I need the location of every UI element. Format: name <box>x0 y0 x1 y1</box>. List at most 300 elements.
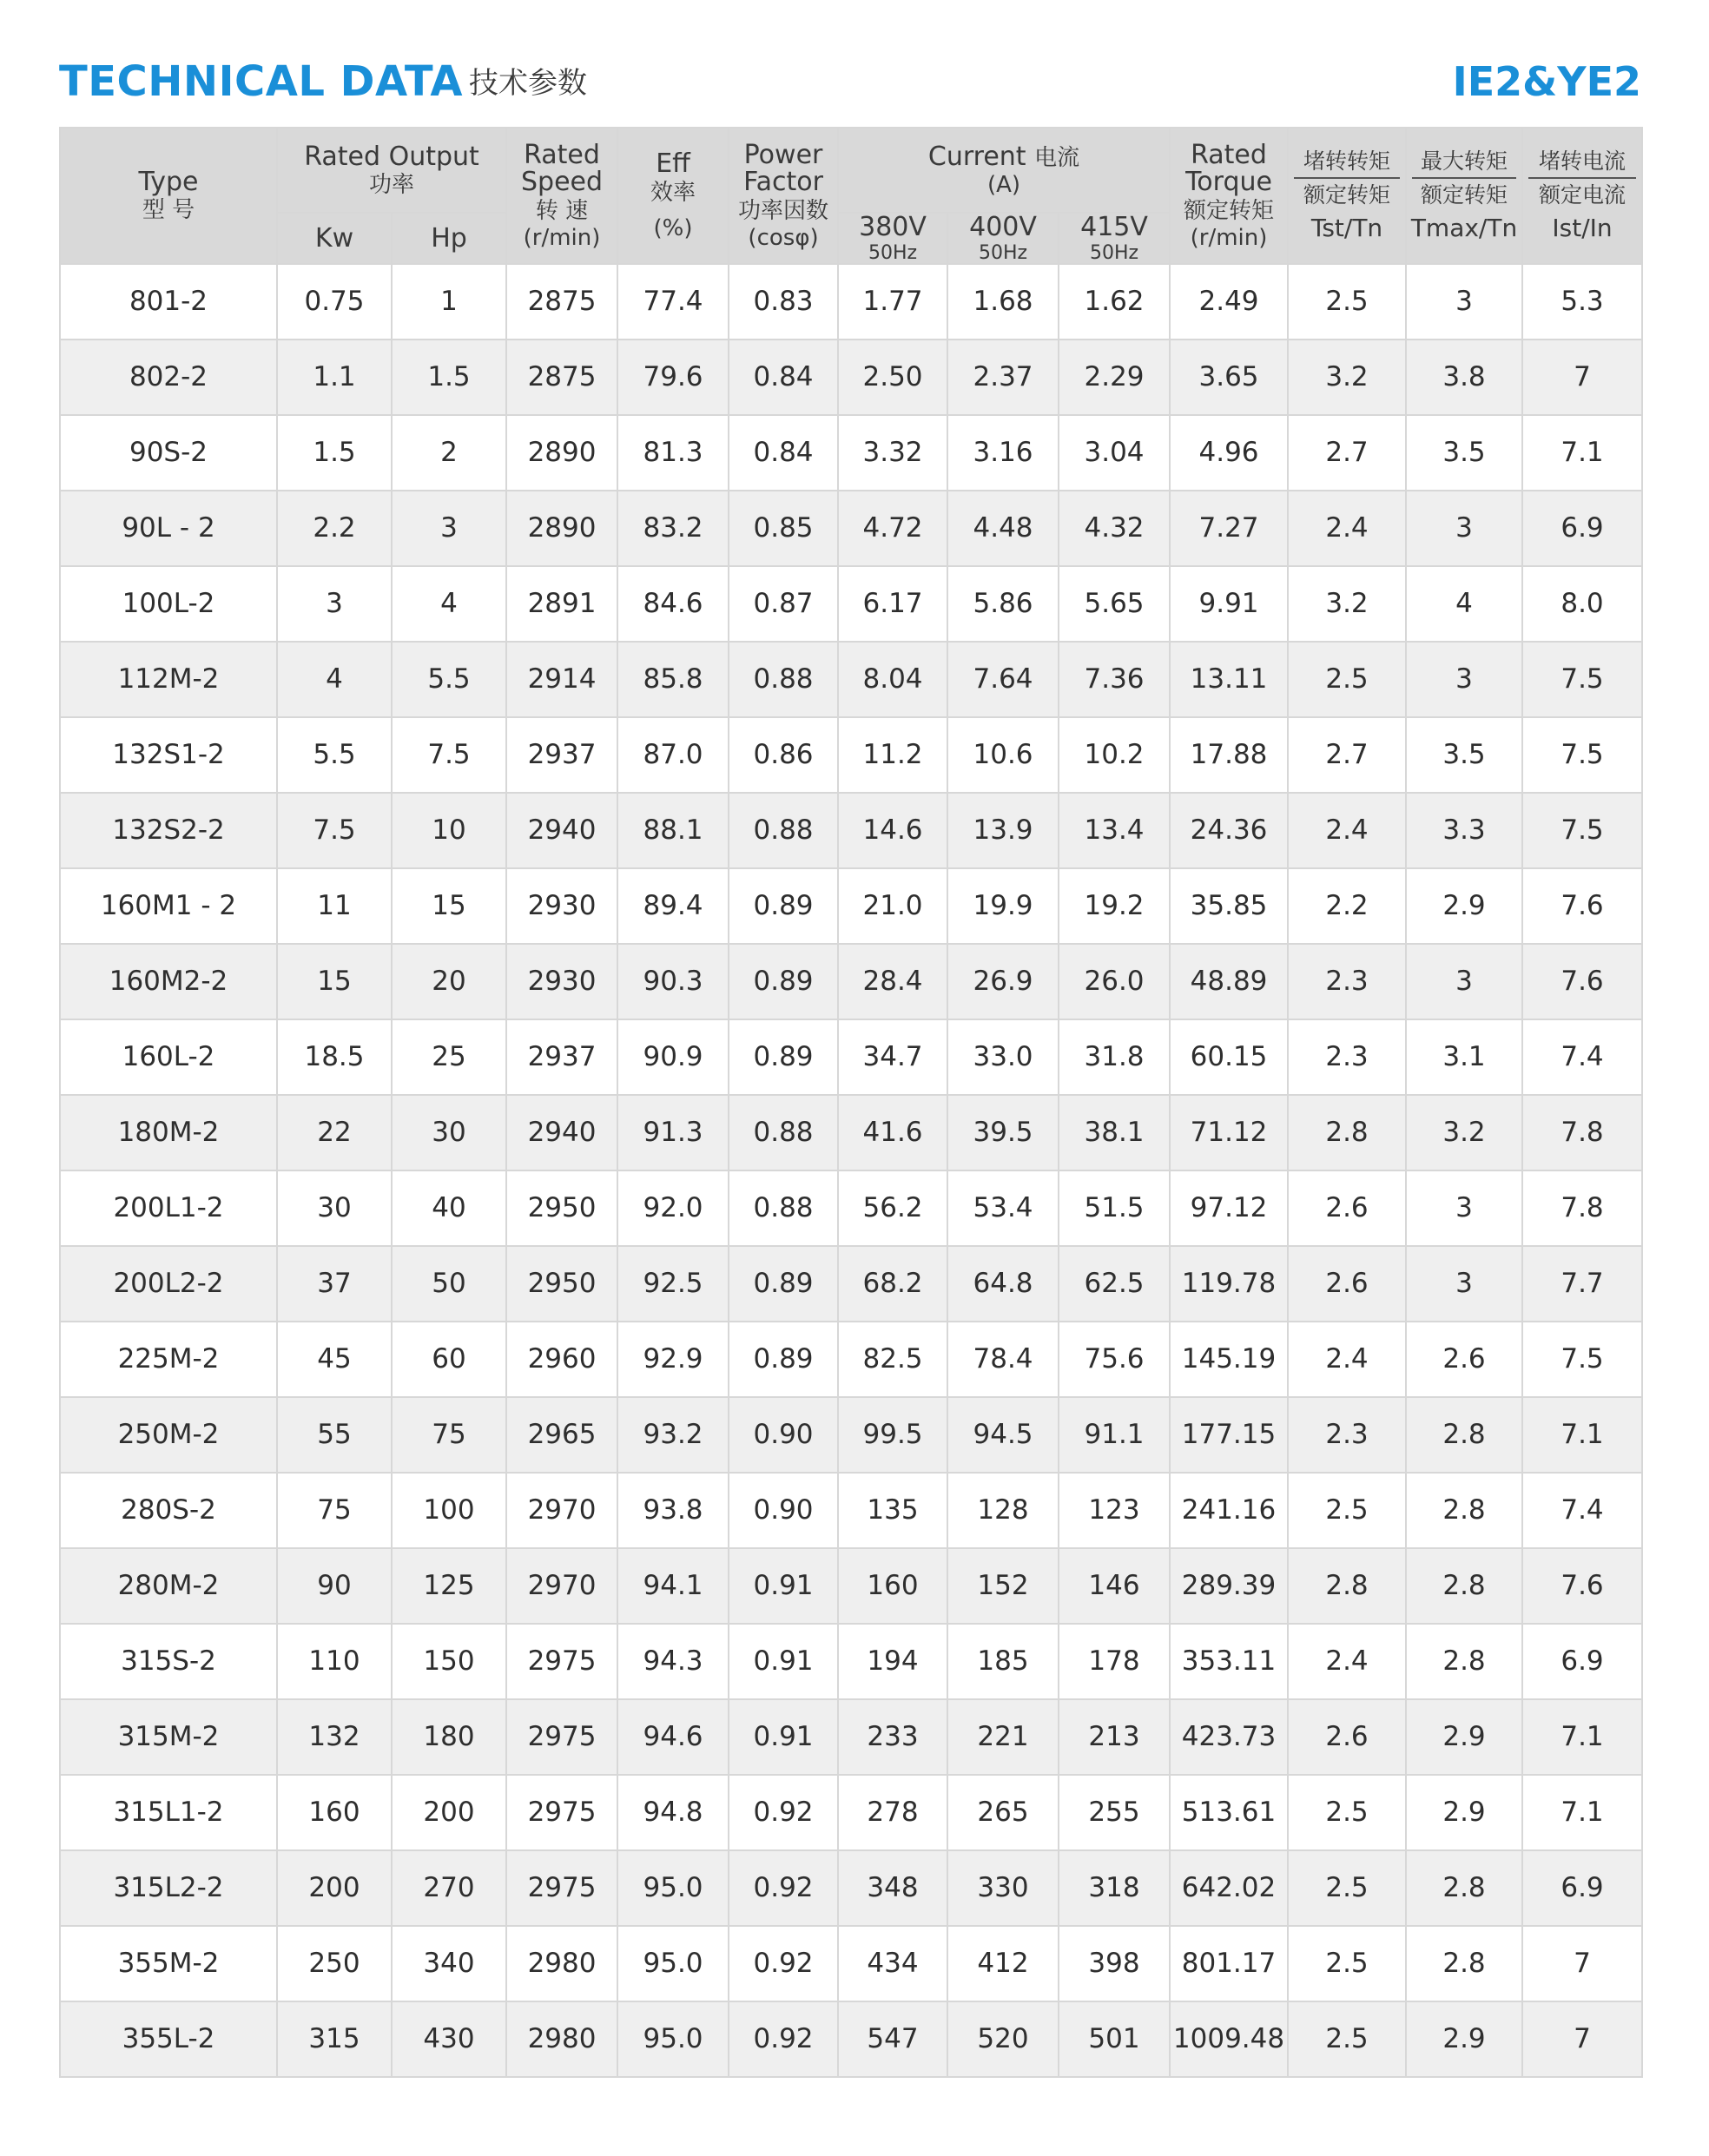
cell-kw: 75 <box>277 1473 392 1548</box>
cell-eff: 88.1 <box>617 793 729 868</box>
col-header-380v: 380V 50Hz <box>838 213 947 264</box>
cell-tst-tn: 2.2 <box>1288 868 1406 944</box>
cell-current-380v: 348 <box>838 1850 947 1926</box>
cell-power-factor: 0.87 <box>729 566 838 642</box>
col-header-max-torque-ratio: 最大转矩 额定转矩 Tmax/Tn <box>1406 128 1522 264</box>
cell-current-400v: 78.4 <box>947 1322 1059 1397</box>
cell-torque: 241.16 <box>1170 1473 1288 1548</box>
cell-hp: 30 <box>392 1095 506 1170</box>
cell-current-380v: 34.7 <box>838 1019 947 1095</box>
cell-speed: 2965 <box>506 1397 617 1473</box>
cell-speed: 2980 <box>506 1926 617 2001</box>
cell-hp: 180 <box>392 1699 506 1775</box>
cell-current-400v: 221 <box>947 1699 1059 1775</box>
col-header-rated-output: Rated Output 功率 <box>277 128 506 213</box>
cell-eff: 83.2 <box>617 491 729 566</box>
cell-kw: 11 <box>277 868 392 944</box>
cell-tst-tn: 2.5 <box>1288 1473 1406 1548</box>
cell-current-400v: 412 <box>947 1926 1059 2001</box>
cell-tst-tn: 2.5 <box>1288 1775 1406 1850</box>
cell-hp: 60 <box>392 1322 506 1397</box>
cell-eff: 85.8 <box>617 642 729 717</box>
table-row <box>60 491 1642 566</box>
cell-type: 200L1-2 <box>60 1170 277 1246</box>
table-row <box>60 1322 1642 1397</box>
cell-eff: 77.4 <box>617 264 729 340</box>
table-row <box>60 1246 1642 1322</box>
col-header-400v: 400V 50Hz <box>947 213 1059 264</box>
col-header-locked-rotor-torque-ratio: 堵转转矩 额定转矩 Tst/Tn <box>1288 128 1406 264</box>
cell-current-400v: 33.0 <box>947 1019 1059 1095</box>
table-row <box>60 1775 1642 1850</box>
cell-type: 90S-2 <box>60 415 277 491</box>
cell-current-380v: 160 <box>838 1548 947 1624</box>
table-body <box>60 264 1642 2077</box>
cell-ist-in: 6.9 <box>1522 1850 1642 1926</box>
cell-hp: 1 <box>392 264 506 340</box>
cell-kw: 0.75 <box>277 264 392 340</box>
table-row <box>60 2001 1642 2077</box>
cell-tmax-tn: 2.9 <box>1406 1699 1522 1775</box>
cell-hp: 50 <box>392 1246 506 1322</box>
cell-current-415v: 62.5 <box>1059 1246 1170 1322</box>
cell-ist-in: 7.5 <box>1522 793 1642 868</box>
technical-data-table <box>59 127 1643 2078</box>
cell-speed: 2975 <box>506 1850 617 1926</box>
cell-eff: 94.3 <box>617 1624 729 1699</box>
cell-current-380v: 99.5 <box>838 1397 947 1473</box>
cell-current-415v: 213 <box>1059 1699 1170 1775</box>
cell-torque: 35.85 <box>1170 868 1288 944</box>
cell-tmax-tn: 2.8 <box>1406 1397 1522 1473</box>
col-header-kw: Kw <box>277 213 392 264</box>
cell-speed: 2937 <box>506 717 617 793</box>
cell-current-415v: 398 <box>1059 1926 1170 2001</box>
cell-current-415v: 75.6 <box>1059 1322 1170 1397</box>
cell-power-factor: 0.92 <box>729 1926 838 2001</box>
col-header-type: Type 型 号 <box>60 128 277 264</box>
cell-tmax-tn: 4 <box>1406 566 1522 642</box>
cell-kw: 3 <box>277 566 392 642</box>
cell-hp: 10 <box>392 793 506 868</box>
cell-current-415v: 13.4 <box>1059 793 1170 868</box>
cell-current-380v: 233 <box>838 1699 947 1775</box>
cell-torque: 801.17 <box>1170 1926 1288 2001</box>
cell-tmax-tn: 3 <box>1406 264 1522 340</box>
cell-power-factor: 0.85 <box>729 491 838 566</box>
cell-type: 315M-2 <box>60 1699 277 1775</box>
cell-eff: 94.6 <box>617 1699 729 1775</box>
col-header-locked-rotor-current-ratio: 堵转电流 额定电流 Ist/In <box>1522 128 1642 264</box>
cell-power-factor: 0.88 <box>729 1170 838 1246</box>
cell-tmax-tn: 2.9 <box>1406 2001 1522 2077</box>
cell-eff: 94.1 <box>617 1548 729 1624</box>
cell-torque: 60.15 <box>1170 1019 1288 1095</box>
cell-tmax-tn: 2.6 <box>1406 1322 1522 1397</box>
cell-type: 160L-2 <box>60 1019 277 1095</box>
cell-tmax-tn: 3.5 <box>1406 717 1522 793</box>
cell-eff: 87.0 <box>617 717 729 793</box>
table-row <box>60 793 1642 868</box>
cell-kw: 1.5 <box>277 415 392 491</box>
cell-tmax-tn: 3 <box>1406 944 1522 1019</box>
cell-kw: 160 <box>277 1775 392 1850</box>
cell-type: 801-2 <box>60 264 277 340</box>
cell-type: 315L1-2 <box>60 1775 277 1850</box>
cell-power-factor: 0.89 <box>729 1322 838 1397</box>
cell-speed: 2970 <box>506 1548 617 1624</box>
table-row <box>60 1170 1642 1246</box>
cell-type: 180M-2 <box>60 1095 277 1170</box>
cell-kw: 18.5 <box>277 1019 392 1095</box>
cell-current-380v: 21.0 <box>838 868 947 944</box>
table-row <box>60 1397 1642 1473</box>
cell-power-factor: 0.92 <box>729 1850 838 1926</box>
cell-type: 225M-2 <box>60 1322 277 1397</box>
cell-current-380v: 56.2 <box>838 1170 947 1246</box>
cell-current-380v: 3.32 <box>838 415 947 491</box>
cell-kw: 315 <box>277 2001 392 2077</box>
cell-kw: 2.2 <box>277 491 392 566</box>
cell-kw: 250 <box>277 1926 392 2001</box>
cell-torque: 1009.48 <box>1170 2001 1288 2077</box>
cell-speed: 2980 <box>506 2001 617 2077</box>
cell-hp: 125 <box>392 1548 506 1624</box>
cell-current-400v: 53.4 <box>947 1170 1059 1246</box>
cell-hp: 430 <box>392 2001 506 2077</box>
cell-eff: 84.6 <box>617 566 729 642</box>
cell-kw: 22 <box>277 1095 392 1170</box>
cell-current-415v: 2.29 <box>1059 340 1170 415</box>
cell-tmax-tn: 3 <box>1406 642 1522 717</box>
cell-power-factor: 0.84 <box>729 340 838 415</box>
cell-current-400v: 185 <box>947 1624 1059 1699</box>
col-header-rated-torque: Rated Torque 额定转矩 (r/min) <box>1170 128 1288 264</box>
series-brand: IE2&YE2 <box>1452 58 1641 105</box>
cell-current-415v: 1.62 <box>1059 264 1170 340</box>
table-row <box>60 642 1642 717</box>
cell-current-415v: 178 <box>1059 1624 1170 1699</box>
cell-kw: 1.1 <box>277 340 392 415</box>
table-row <box>60 1699 1642 1775</box>
cell-tmax-tn: 2.8 <box>1406 1926 1522 2001</box>
cell-ist-in: 5.3 <box>1522 264 1642 340</box>
cell-tst-tn: 2.8 <box>1288 1095 1406 1170</box>
cell-speed: 2950 <box>506 1246 617 1322</box>
cell-current-400v: 39.5 <box>947 1095 1059 1170</box>
cell-type: 90L - 2 <box>60 491 277 566</box>
cell-current-415v: 19.2 <box>1059 868 1170 944</box>
cell-current-415v: 123 <box>1059 1473 1170 1548</box>
cell-tst-tn: 2.5 <box>1288 1926 1406 2001</box>
cell-type: 250M-2 <box>60 1397 277 1473</box>
cell-ist-in: 7.5 <box>1522 642 1642 717</box>
cell-tst-tn: 2.6 <box>1288 1246 1406 1322</box>
col-header-415v: 415V 50Hz <box>1059 213 1170 264</box>
cell-type: 355M-2 <box>60 1926 277 2001</box>
cell-hp: 15 <box>392 868 506 944</box>
cell-power-factor: 0.89 <box>729 944 838 1019</box>
cell-torque: 9.91 <box>1170 566 1288 642</box>
cell-current-380v: 434 <box>838 1926 947 2001</box>
col-header-power-factor: Power Factor 功率因数 (cosφ) <box>729 128 838 264</box>
cell-current-400v: 64.8 <box>947 1246 1059 1322</box>
cell-kw: 30 <box>277 1170 392 1246</box>
cell-ist-in: 7.4 <box>1522 1019 1642 1095</box>
cell-ist-in: 7.8 <box>1522 1095 1642 1170</box>
cell-kw: 4 <box>277 642 392 717</box>
cell-type: 100L-2 <box>60 566 277 642</box>
cell-ist-in: 7.1 <box>1522 1397 1642 1473</box>
cell-current-380v: 28.4 <box>838 944 947 1019</box>
cell-eff: 93.8 <box>617 1473 729 1548</box>
table-row <box>60 1548 1642 1624</box>
cell-tst-tn: 2.4 <box>1288 793 1406 868</box>
cell-eff: 94.8 <box>617 1775 729 1850</box>
cell-hp: 7.5 <box>392 717 506 793</box>
cell-current-415v: 5.65 <box>1059 566 1170 642</box>
cell-hp: 75 <box>392 1397 506 1473</box>
cell-current-380v: 135 <box>838 1473 947 1548</box>
cell-eff: 95.0 <box>617 1850 729 1926</box>
cell-current-400v: 5.86 <box>947 566 1059 642</box>
cell-speed: 2975 <box>506 1624 617 1699</box>
cell-tst-tn: 2.3 <box>1288 1019 1406 1095</box>
cell-current-400v: 520 <box>947 2001 1059 2077</box>
cell-hp: 3 <box>392 491 506 566</box>
cell-power-factor: 0.91 <box>729 1624 838 1699</box>
cell-current-380v: 4.72 <box>838 491 947 566</box>
cell-ist-in: 7.1 <box>1522 1699 1642 1775</box>
col-header-efficiency: Eff 效率 (%) <box>617 128 729 264</box>
cell-current-400v: 128 <box>947 1473 1059 1548</box>
cell-current-380v: 6.17 <box>838 566 947 642</box>
cell-current-400v: 26.9 <box>947 944 1059 1019</box>
cell-tmax-tn: 3.1 <box>1406 1019 1522 1095</box>
cell-torque: 119.78 <box>1170 1246 1288 1322</box>
cell-current-400v: 2.37 <box>947 340 1059 415</box>
cell-tst-tn: 2.5 <box>1288 1850 1406 1926</box>
cell-type: 280S-2 <box>60 1473 277 1548</box>
cell-torque: 97.12 <box>1170 1170 1288 1246</box>
cell-current-415v: 26.0 <box>1059 944 1170 1019</box>
cell-kw: 15 <box>277 944 392 1019</box>
cell-torque: 289.39 <box>1170 1548 1288 1624</box>
cell-ist-in: 7.1 <box>1522 1775 1642 1850</box>
cell-speed: 2950 <box>506 1170 617 1246</box>
cell-type: 355L-2 <box>60 2001 277 2077</box>
cell-speed: 2891 <box>506 566 617 642</box>
cell-kw: 90 <box>277 1548 392 1624</box>
cell-power-factor: 0.89 <box>729 868 838 944</box>
table-row <box>60 1926 1642 2001</box>
cell-torque: 13.11 <box>1170 642 1288 717</box>
table-row <box>60 415 1642 491</box>
cell-eff: 91.3 <box>617 1095 729 1170</box>
cell-tmax-tn: 3.8 <box>1406 340 1522 415</box>
cell-speed: 2960 <box>506 1322 617 1397</box>
cell-current-380v: 82.5 <box>838 1322 947 1397</box>
cell-ist-in: 8.0 <box>1522 566 1642 642</box>
cell-tmax-tn: 2.9 <box>1406 1775 1522 1850</box>
cell-eff: 90.9 <box>617 1019 729 1095</box>
cell-speed: 2975 <box>506 1699 617 1775</box>
cell-eff: 81.3 <box>617 415 729 491</box>
cell-tst-tn: 2.5 <box>1288 264 1406 340</box>
cell-ist-in: 7.6 <box>1522 868 1642 944</box>
cell-tmax-tn: 2.8 <box>1406 1548 1522 1624</box>
cell-speed: 2940 <box>506 793 617 868</box>
cell-type: 200L2-2 <box>60 1246 277 1322</box>
cell-power-factor: 0.83 <box>729 264 838 340</box>
table-row <box>60 340 1642 415</box>
cell-speed: 2890 <box>506 415 617 491</box>
cell-type: 160M1 - 2 <box>60 868 277 944</box>
cell-torque: 24.36 <box>1170 793 1288 868</box>
cell-current-415v: 10.2 <box>1059 717 1170 793</box>
cell-current-415v: 318 <box>1059 1850 1170 1926</box>
cell-current-400v: 4.48 <box>947 491 1059 566</box>
cell-tst-tn: 3.2 <box>1288 566 1406 642</box>
cell-ist-in: 6.9 <box>1522 491 1642 566</box>
cell-tst-tn: 2.6 <box>1288 1170 1406 1246</box>
cell-ist-in: 7.6 <box>1522 944 1642 1019</box>
cell-tst-tn: 3.2 <box>1288 340 1406 415</box>
cell-power-factor: 0.90 <box>729 1473 838 1548</box>
cell-type: 315S-2 <box>60 1624 277 1699</box>
cell-ist-in: 7.5 <box>1522 717 1642 793</box>
cell-eff: 93.2 <box>617 1397 729 1473</box>
cell-current-380v: 41.6 <box>838 1095 947 1170</box>
cell-tmax-tn: 3.2 <box>1406 1095 1522 1170</box>
cell-ist-in: 7.6 <box>1522 1548 1642 1624</box>
table-row <box>60 717 1642 793</box>
cell-current-380v: 547 <box>838 2001 947 2077</box>
cell-speed: 2930 <box>506 868 617 944</box>
cell-speed: 2875 <box>506 264 617 340</box>
cell-speed: 2914 <box>506 642 617 717</box>
cell-kw: 200 <box>277 1850 392 1926</box>
cell-kw: 55 <box>277 1397 392 1473</box>
cell-kw: 7.5 <box>277 793 392 868</box>
cell-tmax-tn: 2.8 <box>1406 1473 1522 1548</box>
cell-power-factor: 0.88 <box>729 793 838 868</box>
cell-hp: 40 <box>392 1170 506 1246</box>
cell-type: 132S1-2 <box>60 717 277 793</box>
cell-current-380v: 1.77 <box>838 264 947 340</box>
cell-tst-tn: 2.6 <box>1288 1699 1406 1775</box>
table-row <box>60 1624 1642 1699</box>
cell-speed: 2940 <box>506 1095 617 1170</box>
cell-ist-in: 7.5 <box>1522 1322 1642 1397</box>
cell-torque: 423.73 <box>1170 1699 1288 1775</box>
cell-hp: 25 <box>392 1019 506 1095</box>
cell-type: 315L2-2 <box>60 1850 277 1926</box>
cell-current-415v: 3.04 <box>1059 415 1170 491</box>
cell-current-415v: 146 <box>1059 1548 1170 1624</box>
col-header-rated-speed: Rated Speed 转 速 (r/min) <box>506 128 617 264</box>
cell-power-factor: 0.92 <box>729 2001 838 2077</box>
cell-current-380v: 2.50 <box>838 340 947 415</box>
table-row <box>60 1850 1642 1926</box>
cell-eff: 79.6 <box>617 340 729 415</box>
col-header-current: Current 电流 (A) <box>838 128 1170 213</box>
cell-speed: 2890 <box>506 491 617 566</box>
cell-current-415v: 38.1 <box>1059 1095 1170 1170</box>
cell-current-415v: 31.8 <box>1059 1019 1170 1095</box>
cell-hp: 340 <box>392 1926 506 2001</box>
cell-current-415v: 91.1 <box>1059 1397 1170 1473</box>
table-row <box>60 566 1642 642</box>
cell-power-factor: 0.88 <box>729 642 838 717</box>
cell-current-400v: 1.68 <box>947 264 1059 340</box>
cell-kw: 37 <box>277 1246 392 1322</box>
cell-ist-in: 7.4 <box>1522 1473 1642 1548</box>
cell-type: 112M-2 <box>60 642 277 717</box>
cell-power-factor: 0.92 <box>729 1775 838 1850</box>
cell-current-400v: 265 <box>947 1775 1059 1850</box>
cell-current-400v: 19.9 <box>947 868 1059 944</box>
cell-tmax-tn: 3.5 <box>1406 415 1522 491</box>
table-row <box>60 868 1642 944</box>
cell-eff: 92.9 <box>617 1322 729 1397</box>
cell-torque: 2.49 <box>1170 264 1288 340</box>
cell-kw: 45 <box>277 1322 392 1397</box>
cell-tmax-tn: 3 <box>1406 491 1522 566</box>
cell-eff: 89.4 <box>617 868 729 944</box>
cell-hp: 270 <box>392 1850 506 1926</box>
cell-ist-in: 7 <box>1522 340 1642 415</box>
cell-torque: 71.12 <box>1170 1095 1288 1170</box>
cell-power-factor: 0.91 <box>729 1548 838 1624</box>
cell-power-factor: 0.89 <box>729 1246 838 1322</box>
cell-eff: 90.3 <box>617 944 729 1019</box>
cell-tmax-tn: 3 <box>1406 1246 1522 1322</box>
cell-hp: 20 <box>392 944 506 1019</box>
cell-hp: 2 <box>392 415 506 491</box>
cell-ist-in: 7 <box>1522 1926 1642 2001</box>
cell-kw: 110 <box>277 1624 392 1699</box>
cell-speed: 2975 <box>506 1775 617 1850</box>
cell-current-400v: 152 <box>947 1548 1059 1624</box>
cell-eff: 92.5 <box>617 1246 729 1322</box>
cell-speed: 2937 <box>506 1019 617 1095</box>
cell-torque: 145.19 <box>1170 1322 1288 1397</box>
cell-kw: 132 <box>277 1699 392 1775</box>
cell-eff: 95.0 <box>617 1926 729 2001</box>
cell-torque: 177.15 <box>1170 1397 1288 1473</box>
cell-torque: 4.96 <box>1170 415 1288 491</box>
cell-current-415v: 51.5 <box>1059 1170 1170 1246</box>
cell-tst-tn: 2.3 <box>1288 1397 1406 1473</box>
cell-tst-tn: 2.4 <box>1288 491 1406 566</box>
cell-tst-tn: 2.5 <box>1288 2001 1406 2077</box>
cell-hp: 200 <box>392 1775 506 1850</box>
cell-current-400v: 3.16 <box>947 415 1059 491</box>
cell-hp: 1.5 <box>392 340 506 415</box>
cell-tst-tn: 2.5 <box>1288 642 1406 717</box>
cell-hp: 150 <box>392 1624 506 1699</box>
cell-current-380v: 11.2 <box>838 717 947 793</box>
cell-torque: 642.02 <box>1170 1850 1288 1926</box>
cell-eff: 95.0 <box>617 2001 729 2077</box>
cell-current-380v: 68.2 <box>838 1246 947 1322</box>
cell-current-415v: 501 <box>1059 2001 1170 2077</box>
cell-current-400v: 10.6 <box>947 717 1059 793</box>
table-row <box>60 1473 1642 1548</box>
cell-tmax-tn: 3.3 <box>1406 793 1522 868</box>
cell-power-factor: 0.89 <box>729 1019 838 1095</box>
